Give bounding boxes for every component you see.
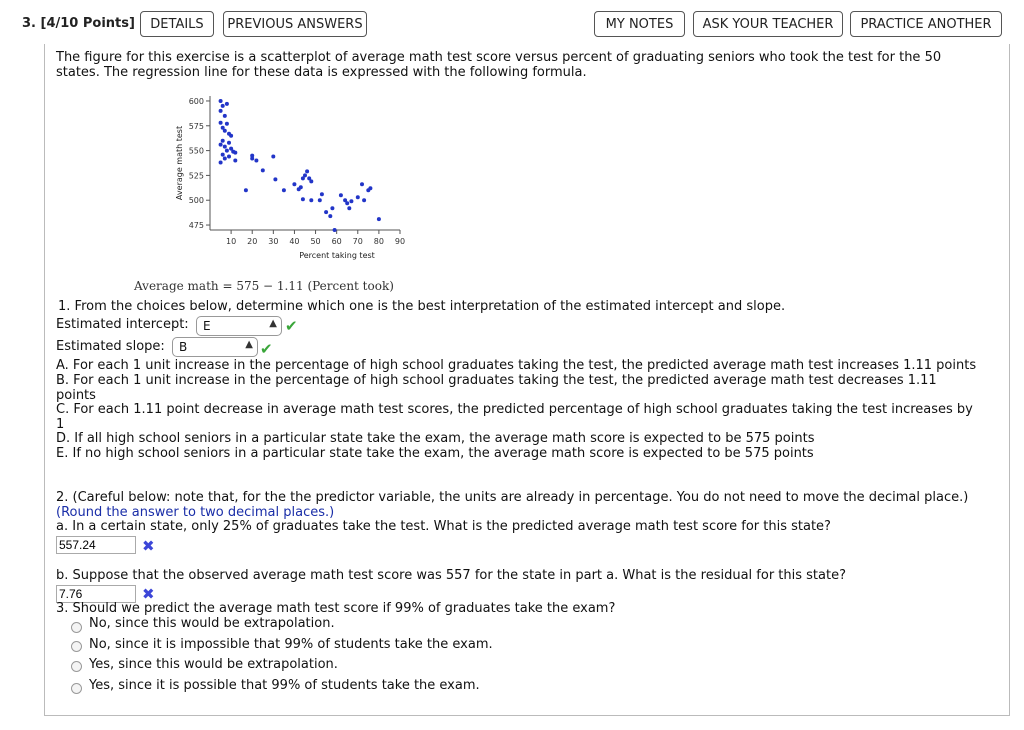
scatter-point	[225, 149, 229, 153]
q3-prompt: 3. Should we predict the average math test score if 99% of graduates take the exam?	[56, 601, 616, 616]
scatter-point	[356, 195, 360, 199]
intercept-label: Estimated intercept:	[56, 317, 189, 332]
scatter-point	[328, 214, 332, 218]
option-b-line-2: points	[56, 388, 96, 403]
x-axis-label: Percent taking test	[299, 251, 375, 260]
scatter-point	[233, 151, 237, 155]
answer-a-input[interactable]	[56, 536, 136, 554]
scatter-point	[273, 177, 277, 181]
slope-select[interactable]	[172, 337, 258, 357]
correct-check-icon: ✔	[260, 340, 273, 358]
scatter-point	[318, 198, 322, 202]
question-number: 3. [4/10 Points]	[22, 16, 135, 31]
scatter-point	[299, 185, 303, 189]
scatter-point	[223, 145, 227, 149]
option-c-line-2: 1	[56, 417, 65, 432]
y-tick-label: 575	[188, 121, 204, 131]
q3-radio-2[interactable]	[71, 641, 82, 652]
q3-option-3: Yes, since this would be extrapolation.	[89, 657, 338, 672]
intro-line-2: states. The regression line for these data is expressed with the following formula.	[56, 65, 587, 80]
scatter-point	[345, 201, 349, 205]
scatter-point	[227, 141, 231, 145]
scatter-point	[320, 192, 324, 196]
incorrect-x-icon: ✖	[142, 537, 155, 555]
incorrect-x-icon: ✖	[142, 585, 155, 603]
scatter-point	[219, 109, 223, 113]
scatter-point	[227, 155, 231, 159]
correct-check-icon: ✔	[285, 317, 298, 335]
scatter-point	[223, 129, 227, 133]
scatter-chart	[170, 88, 430, 263]
scatter-point	[233, 159, 237, 163]
scatter-point	[377, 217, 381, 221]
scatter-point	[219, 121, 223, 125]
scatter-point	[223, 114, 227, 118]
q3-option-2: No, since it is impossible that 99% of students take the exam.	[89, 637, 493, 652]
scatter-point	[250, 157, 254, 161]
scatter-point	[333, 228, 337, 232]
y-axis-label: Average math test	[175, 125, 184, 201]
question-header	[0, 0, 1024, 46]
select-arrows-icon: ▲	[269, 318, 277, 329]
x-tick-label: 50	[310, 237, 321, 246]
x-tick-label: 60	[331, 237, 342, 246]
scatter-point	[324, 210, 328, 214]
scatter-point	[362, 198, 366, 202]
q2-prompt: 2. (Careful below: note that, for the the predictor variable, the units are already in percentage. You do not need to move the decimal place.)	[56, 490, 969, 505]
scatter-point	[225, 122, 229, 126]
x-tick-label: 70	[352, 237, 363, 246]
scatter-point	[244, 188, 248, 192]
x-tick-label: 90	[394, 237, 406, 246]
round-note: (Round the answer to two decimal places.)	[56, 505, 335, 520]
q3-radio-1[interactable]	[71, 622, 82, 633]
intercept-select-value: E	[203, 319, 211, 333]
option-b-line-1: B. For each 1 unit increase in the percentage of high school graduates taking the test, the predicted average math test decreases 1.11	[56, 373, 937, 388]
x-tick-label: 10	[226, 237, 237, 246]
scatter-point	[221, 104, 225, 108]
y-tick-label: 525	[188, 171, 204, 181]
y-tick-label: 550	[188, 146, 204, 156]
y-tick-label: 475	[188, 221, 204, 231]
intro-line-1: The figure for this exercise is a scatterplot of average math test score versus percent of graduating seniors who took the test for the 50	[56, 50, 942, 65]
scatter-point	[347, 206, 351, 210]
scatter-point	[305, 169, 309, 173]
scatter-point	[282, 188, 286, 192]
option-a: A. For each 1 unit increase in the percentage of high school graduates taking the test, the predicted average math test increases 1.11 points	[56, 358, 977, 373]
intercept-select[interactable]	[196, 316, 282, 336]
q2-part-b: b. Suppose that the observed average math test score was 557 for the state in part a. What is the residual for this state?	[56, 568, 846, 583]
scatter-point	[309, 179, 313, 183]
scatter-point	[221, 139, 225, 143]
scatter-point	[292, 182, 296, 186]
y-tick-label: 600	[188, 96, 204, 106]
scatter-point	[221, 153, 225, 157]
y-tick-label: 500	[188, 196, 204, 206]
scatter-point	[349, 199, 353, 203]
scatter-point	[339, 193, 343, 197]
x-tick-label: 40	[289, 237, 300, 246]
scatter-point	[254, 159, 258, 163]
q3-radio-4[interactable]	[71, 683, 82, 694]
ask-teacher-button[interactable]: ASK YOUR TEACHER	[693, 11, 843, 37]
scatter-point	[303, 173, 307, 177]
scatter-point	[229, 134, 233, 138]
x-tick-label: 20	[247, 237, 258, 246]
scatter-point	[360, 182, 364, 186]
scatter-point	[330, 206, 334, 210]
q3-option-4: Yes, since it is possible that 99% of students take the exam.	[89, 678, 480, 693]
option-e: E. If no high school seniors in a particular state take the exam, the average math score is expected to be 575 points	[56, 446, 814, 461]
q3-radio-3[interactable]	[71, 661, 82, 672]
select-arrows-icon: ▲	[245, 339, 253, 350]
scatter-point	[219, 161, 223, 165]
x-tick-label: 30	[268, 237, 279, 246]
practice-another-button[interactable]: PRACTICE ANOTHER	[850, 11, 1002, 37]
x-tick-label: 80	[373, 237, 384, 246]
option-d: D. If all high school seniors in a particular state take the exam, the average math score is expected to be 575 points	[56, 431, 815, 446]
details-button[interactable]: DETAILS	[140, 11, 214, 37]
scatter-point	[261, 168, 265, 172]
q2-part-a: a. In a certain state, only 25% of graduates take the test. What is the predicted average math test score for this state?	[56, 519, 831, 534]
scatter-point	[223, 157, 227, 161]
q3-option-1: No, since this would be extrapolation.	[89, 616, 335, 631]
previous-answers-button[interactable]: PREVIOUS ANSWERS	[223, 11, 367, 37]
scatter-point	[219, 99, 223, 103]
q1-prompt: 1. From the choices below, determine which one is the best interpretation of the estimated intercept and slope.	[58, 299, 786, 314]
scatter-point	[225, 102, 229, 106]
scatter-point	[301, 197, 305, 201]
scatter-point	[368, 186, 372, 190]
regression-formula: Average math = 575 − 1.11 (Percent took)	[134, 279, 394, 293]
scatter-point	[271, 155, 275, 159]
option-c-line-1: C. For each 1.11 point decrease in average math test scores, the predicted percentage of high school graduates taking the test increases by	[56, 402, 973, 417]
my-notes-button[interactable]: MY NOTES	[594, 11, 685, 37]
scatter-point	[309, 198, 313, 202]
slope-select-value: B	[179, 340, 188, 354]
slope-label: Estimated slope:	[56, 339, 165, 354]
scatter-point	[219, 143, 223, 147]
